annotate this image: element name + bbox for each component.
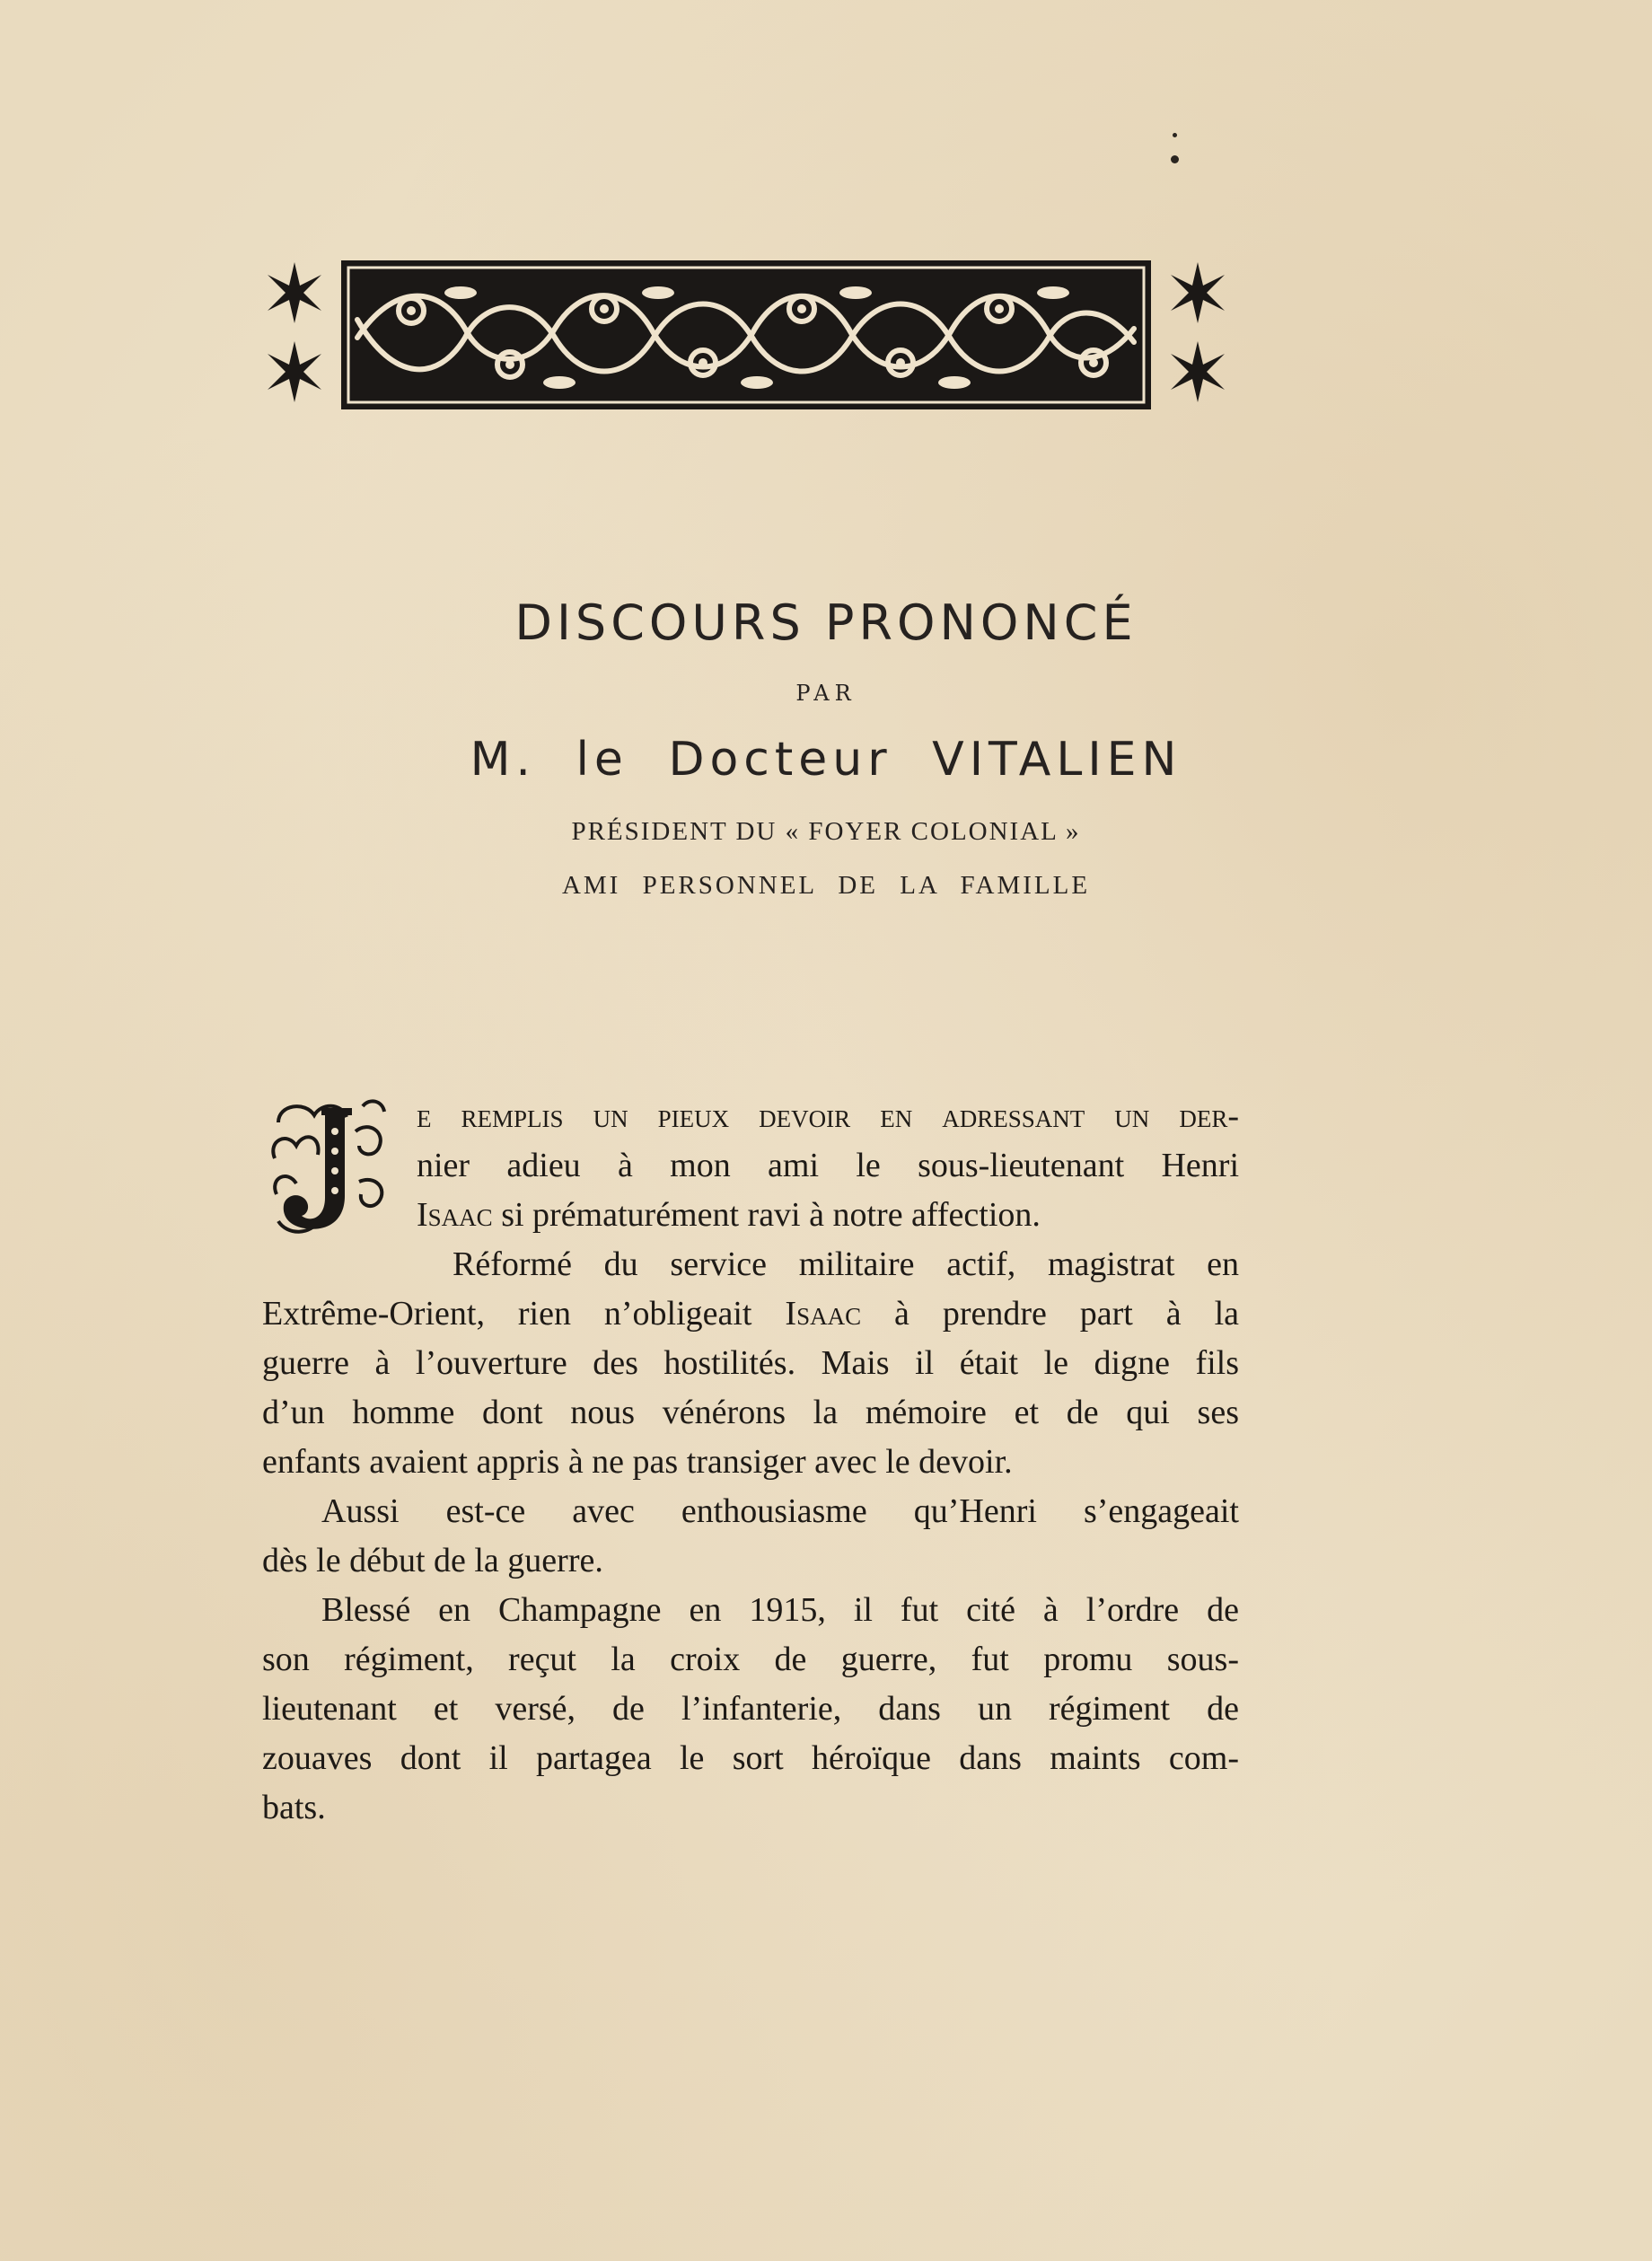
speech-par: PAR (795, 681, 857, 706)
text-line: Isaac si prématurément ravi à notre affection. (417, 1196, 1041, 1234)
text-line: lieutenant et versé, de l’infanterie, dans un régiment de (262, 1690, 1239, 1728)
text-line: zouaves dont il partagea le sort héroïque dans maints com- (262, 1739, 1239, 1777)
speech-title: DISCOURS PRONONCÉ (514, 594, 1138, 651)
text-line: bats. (262, 1789, 326, 1826)
printer-marks (1173, 133, 1180, 181)
text-line: Réformé du service militaire actif, magistrat en (453, 1245, 1239, 1283)
text-line: nier adieu à mon ami le sous-lieutenant Henri (417, 1147, 1239, 1184)
text-line: Extrême-Orient, rien n’obligeait Isaac à prendre part à la (262, 1295, 1239, 1333)
speaker-role: PRÉSIDENT DU « FOYER COLONIAL » (571, 817, 1081, 846)
text-line: guerre à l’ouverture des hostilités. Mais il était le digne fils (262, 1344, 1239, 1382)
ornamental-headband-icon (259, 257, 1234, 413)
text-line: son régiment, reçut la croix de guerre, fut promu sous- (262, 1641, 1239, 1678)
speaker-relation: AMI PERSONNEL DE LA FAMILLE (561, 871, 1091, 900)
speaker-name: M. le Docteur VITALIEN (470, 733, 1182, 787)
text-line: enfants avaient appris à ne pas transiger avec le devoir. (262, 1443, 1013, 1481)
surname: Isaac (417, 1196, 493, 1234)
surname: Isaac (785, 1295, 862, 1333)
printer-dot (1171, 155, 1179, 163)
text-line: dès le début de la guerre. (262, 1542, 603, 1579)
text-line: Blessé en Champagne en 1915, il fut cité à l’ordre de (321, 1591, 1239, 1629)
printer-dot (1173, 133, 1177, 137)
text-line: e remplis un pieux devoir en adressant un der- (417, 1097, 1239, 1135)
speech-body (262, 1092, 1239, 1833)
text-line: Aussi est-ce avec enthousiasme qu’Henri s’engageait (321, 1492, 1239, 1530)
text-line: d’un homme dont nous vénérons la mémoire et de qui ses (262, 1394, 1239, 1431)
